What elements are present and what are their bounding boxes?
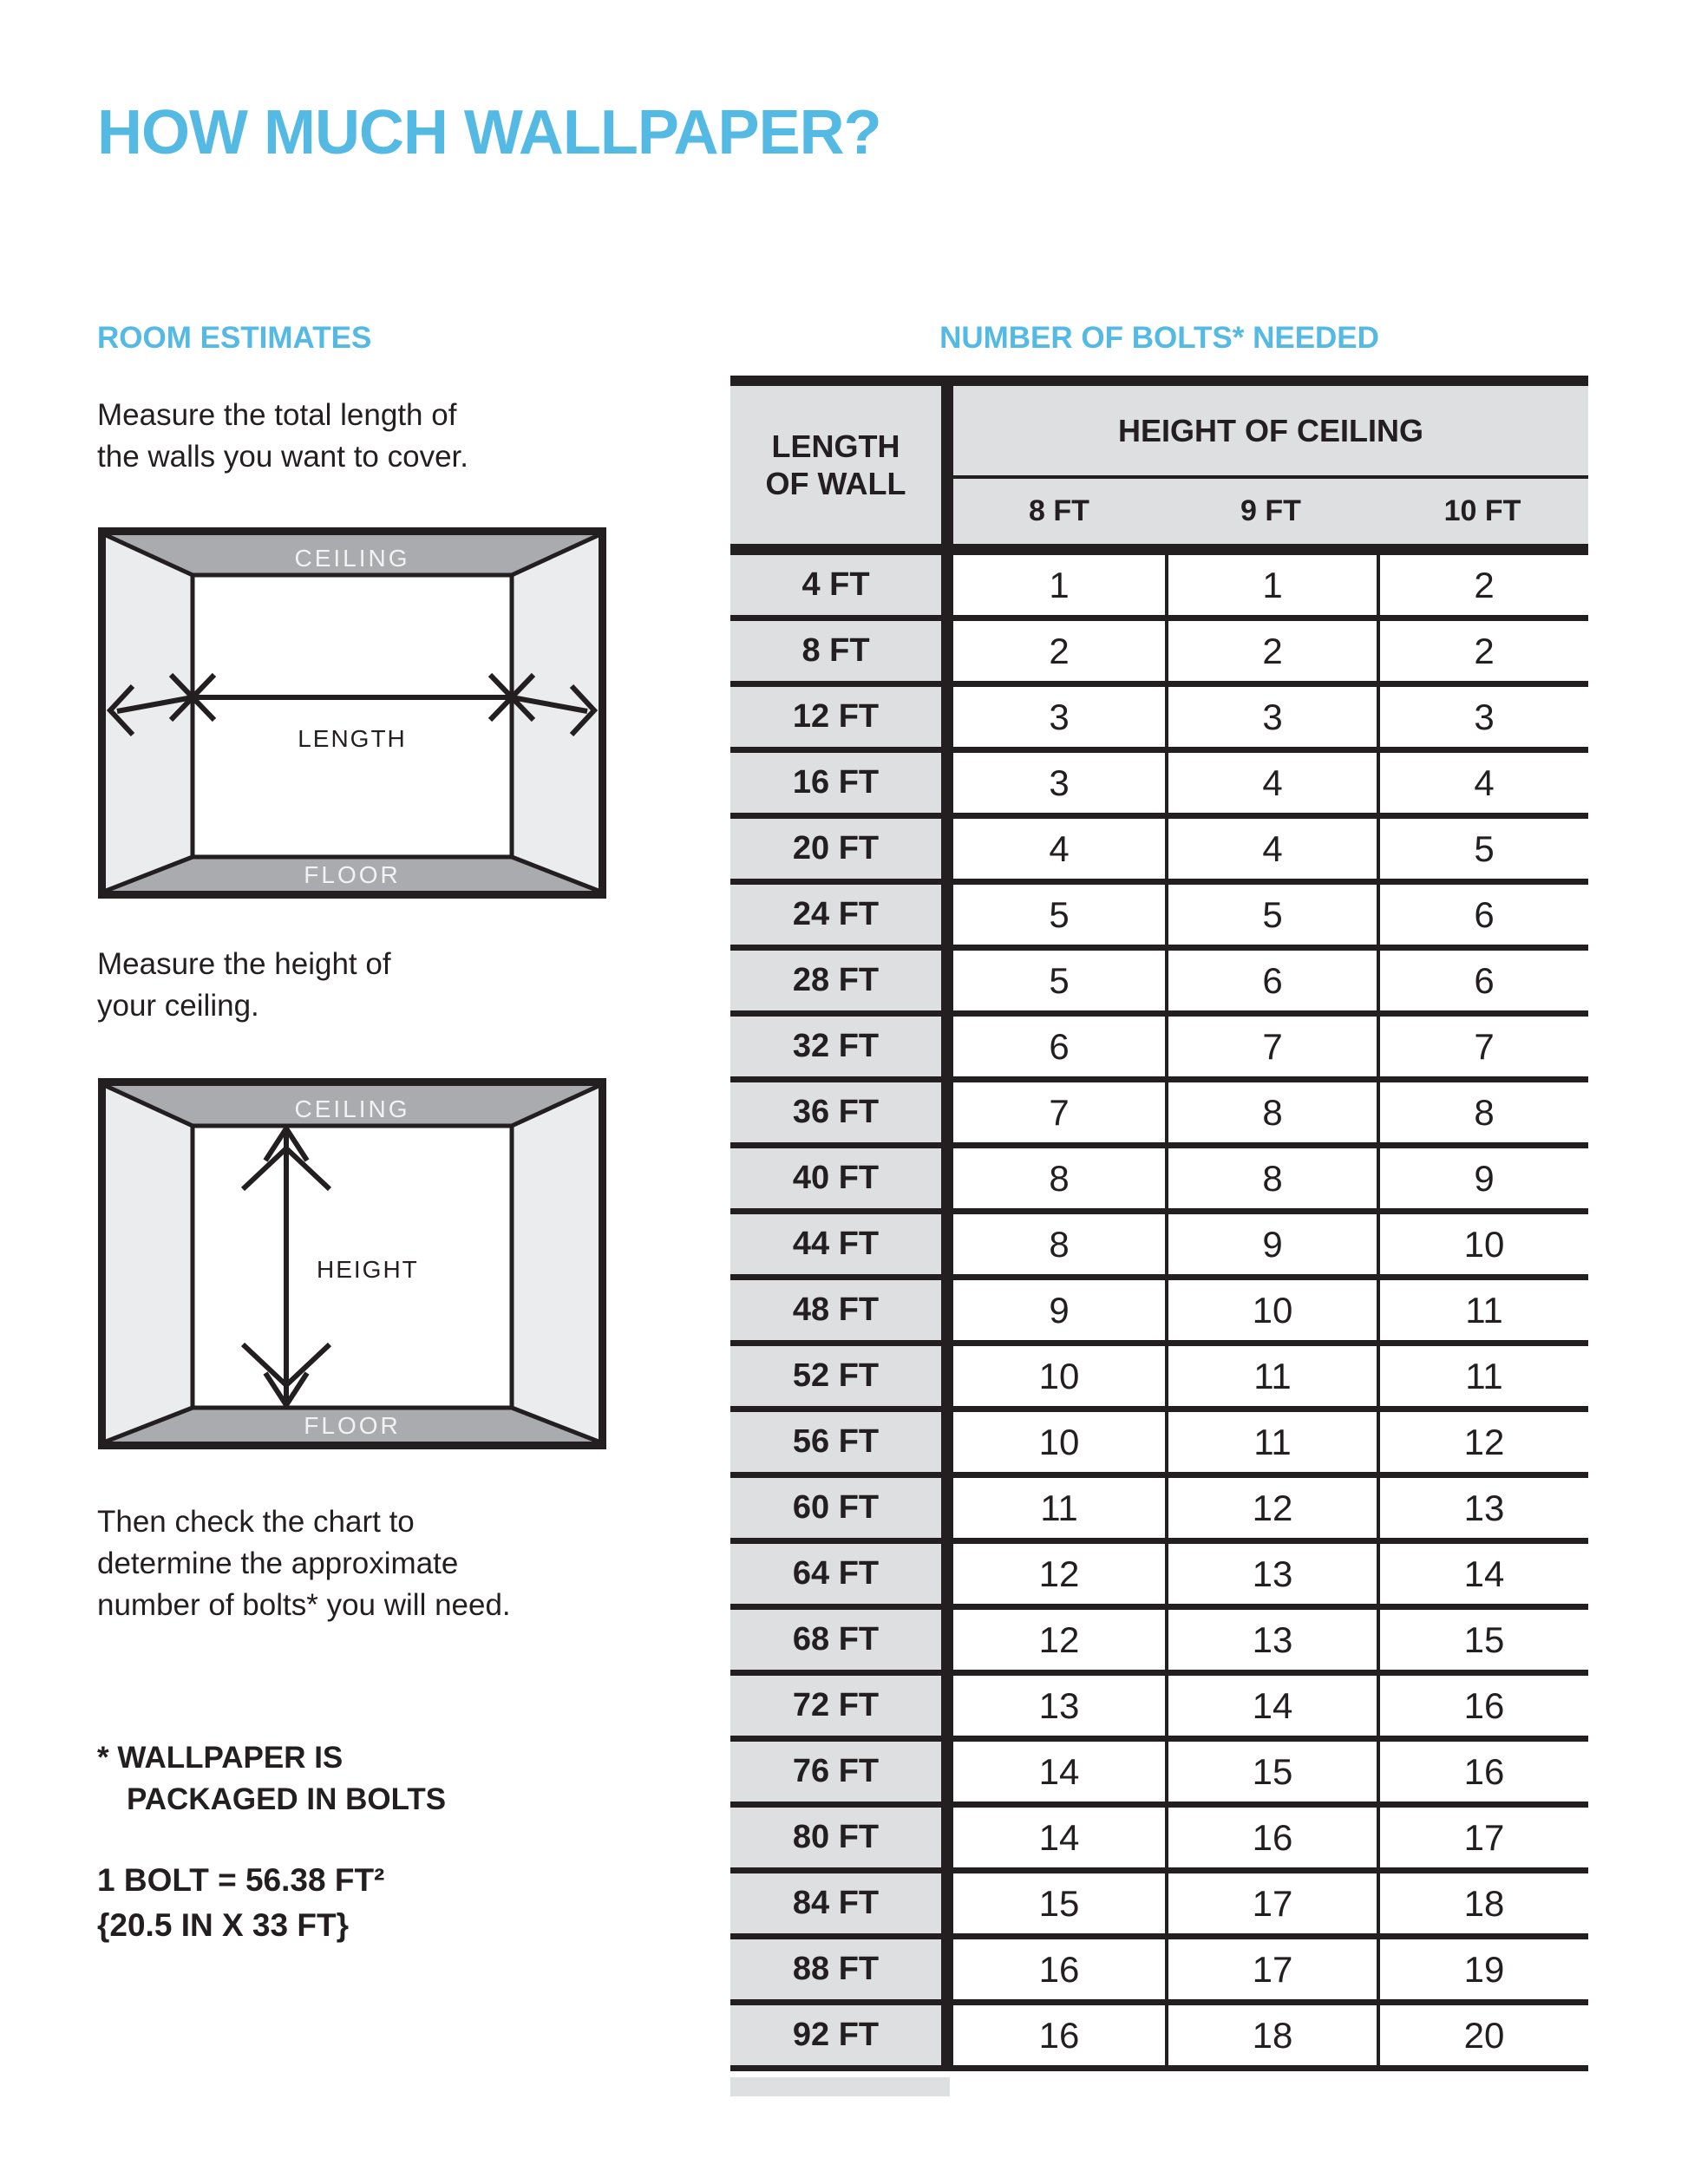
instruction-step-2-line-2: your ceiling. xyxy=(97,989,259,1023)
length-label: LENGTH xyxy=(298,725,407,752)
row-vertical-divider xyxy=(941,1082,953,1142)
bolts-10ft-cell: 13 xyxy=(1377,1478,1588,1538)
bolts-9ft-cell: 8 xyxy=(1165,1082,1377,1142)
bolts-10ft-cell: 10 xyxy=(1377,1214,1588,1274)
row-vertical-divider xyxy=(941,1478,953,1538)
bolts-9ft-cell: 17 xyxy=(1165,1939,1377,1999)
table-row xyxy=(730,1082,1588,1148)
row-vertical-divider xyxy=(941,1610,953,1670)
table-row xyxy=(730,885,1588,951)
ceiling-height-diagram-svg xyxy=(98,1078,606,1449)
wall-length-cell: 12 FT xyxy=(730,687,941,747)
table-row xyxy=(730,2005,1588,2071)
bolts-9ft-cell: 13 xyxy=(1165,1544,1377,1604)
row-vertical-divider xyxy=(941,1214,953,1274)
row-vertical-divider xyxy=(941,1280,953,1340)
wall-length-cell: 24 FT xyxy=(730,885,941,945)
height-of-ceiling-header xyxy=(953,386,1588,544)
bolts-10ft-cell: 19 xyxy=(1377,1939,1588,1999)
bolts-9ft-cell: 1 xyxy=(1165,555,1377,615)
wall-length-cell: 56 FT xyxy=(730,1412,941,1472)
bolts-10ft-cell: 8 xyxy=(1377,1082,1588,1142)
bolts-9ft-cell: 5 xyxy=(1165,885,1377,945)
bolts-8ft-cell: 16 xyxy=(953,2005,1165,2065)
bolts-10ft-cell: 6 xyxy=(1377,885,1588,945)
bolts-9ft-cell: 7 xyxy=(1165,1017,1377,1076)
row-vertical-divider xyxy=(941,687,953,747)
bolts-10ft-cell: 2 xyxy=(1377,555,1588,615)
row-vertical-divider xyxy=(941,951,953,1010)
room-length-diagram xyxy=(98,527,606,899)
table-row xyxy=(730,951,1588,1017)
bolt-spec-line-1: 1 BOLT = 56.38 FT² xyxy=(97,1862,385,1898)
bolts-9ft-cell: 15 xyxy=(1165,1742,1377,1801)
height-label: HEIGHT xyxy=(317,1256,419,1283)
bolts-10ft-cell: 3 xyxy=(1377,687,1588,747)
bolts-9ft-cell: 8 xyxy=(1165,1148,1377,1208)
bolts-8ft-cell: 15 xyxy=(953,1873,1165,1933)
wall-length-cell: 8 FT xyxy=(730,621,941,681)
wall-length-cell: 60 FT xyxy=(730,1478,941,1538)
bolts-9ft-cell: 11 xyxy=(1165,1346,1377,1406)
bolts-8ft-cell: 5 xyxy=(953,951,1165,1010)
instruction-step-1-line-2: the walls you want to cover. xyxy=(97,440,468,474)
ceiling-label: CEILING xyxy=(294,545,410,572)
header-vertical-divider xyxy=(941,386,953,544)
table-row xyxy=(730,555,1588,621)
ceiling-height-diagram xyxy=(98,1078,606,1449)
wall-length-cell: 52 FT xyxy=(730,1346,941,1406)
bolts-10ft-cell: 9 xyxy=(1377,1148,1588,1208)
floor-label: FLOOR xyxy=(304,861,401,888)
bolts-footnote-line-1: * WALLPAPER IS xyxy=(97,1741,343,1775)
wall-length-cell: 88 FT xyxy=(730,1939,941,1999)
table-row xyxy=(730,1808,1588,1873)
table-row xyxy=(730,1148,1588,1214)
row-vertical-divider xyxy=(941,1412,953,1472)
column-header-8ft: 8 FT xyxy=(1029,494,1089,527)
table-row xyxy=(730,1544,1588,1610)
row-vertical-divider xyxy=(941,819,953,879)
bolts-8ft-cell: 10 xyxy=(953,1346,1165,1406)
bolts-9ft-cell: 12 xyxy=(1165,1478,1377,1538)
bolts-10ft-cell: 14 xyxy=(1377,1544,1588,1604)
bolts-8ft-cell: 3 xyxy=(953,753,1165,813)
wall-length-cell: 64 FT xyxy=(730,1544,941,1604)
bolts-8ft-cell: 4 xyxy=(953,819,1165,879)
bolts-9ft-cell: 18 xyxy=(1165,2005,1377,2065)
bolts-10ft-cell: 20 xyxy=(1377,2005,1588,2065)
section-heading-room-estimates: ROOM ESTIMATES xyxy=(97,321,372,355)
bolts-8ft-cell: 5 xyxy=(953,885,1165,945)
bolts-9ft-cell: 13 xyxy=(1165,1610,1377,1670)
bolts-8ft-cell: 12 xyxy=(953,1544,1165,1604)
wall-length-cell: 4 FT xyxy=(730,555,941,615)
bolts-9ft-cell: 10 xyxy=(1165,1280,1377,1340)
room-length-diagram-svg xyxy=(98,527,606,899)
bolts-9ft-cell: 4 xyxy=(1165,819,1377,879)
instruction-step-3-line-2: determine the approximate xyxy=(97,1546,459,1580)
table-row xyxy=(730,1676,1588,1742)
wall-length-cell: 76 FT xyxy=(730,1742,941,1801)
wall-length-cell: 16 FT xyxy=(730,753,941,813)
bolts-8ft-cell: 10 xyxy=(953,1412,1165,1472)
row-vertical-divider xyxy=(941,2005,953,2065)
bolts-10ft-cell: 7 xyxy=(1377,1017,1588,1076)
table-row xyxy=(730,1939,1588,2005)
row-vertical-divider xyxy=(941,1808,953,1867)
bolts-9ft-cell: 9 xyxy=(1165,1214,1377,1274)
left-wall-surface xyxy=(106,1086,193,1442)
bolts-9ft-cell: 14 xyxy=(1165,1676,1377,1736)
bolts-table-header xyxy=(730,376,1588,555)
table-row xyxy=(730,1017,1588,1082)
column-header-10ft: 10 FT xyxy=(1443,494,1521,527)
wall-length-cell: 68 FT xyxy=(730,1610,941,1670)
table-row xyxy=(730,819,1588,885)
table-gray-tail xyxy=(730,2077,950,2096)
bolts-9ft-cell: 17 xyxy=(1165,1873,1377,1933)
column-group-header: HEIGHT OF CEILING xyxy=(1117,412,1423,448)
table-row xyxy=(730,1742,1588,1808)
bolts-10ft-cell: 11 xyxy=(1377,1280,1588,1340)
row-vertical-divider xyxy=(941,555,953,615)
ceiling-height-columns xyxy=(953,479,1588,544)
row-vertical-divider xyxy=(941,1346,953,1406)
bolts-9ft-cell: 16 xyxy=(1165,1808,1377,1867)
bolts-8ft-cell: 8 xyxy=(953,1214,1165,1274)
bolts-10ft-cell: 11 xyxy=(1377,1346,1588,1406)
bolts-9ft-cell: 3 xyxy=(1165,687,1377,747)
table-row xyxy=(730,621,1588,687)
row-vertical-divider xyxy=(941,1544,953,1604)
row-vertical-divider xyxy=(941,885,953,945)
bolts-9ft-cell: 6 xyxy=(1165,951,1377,1010)
column-header-length-line-1: LENGTH xyxy=(771,428,900,464)
floor-label: FLOOR xyxy=(304,1412,401,1439)
wall-length-cell: 72 FT xyxy=(730,1676,941,1736)
bolts-8ft-cell: 6 xyxy=(953,1017,1165,1076)
table-row xyxy=(730,1412,1588,1478)
wall-length-cell: 92 FT xyxy=(730,2005,941,2065)
bolts-8ft-cell: 16 xyxy=(953,1939,1165,1999)
right-wall-surface xyxy=(512,1086,599,1442)
wall-length-cell: 20 FT xyxy=(730,819,941,879)
bolts-10ft-cell: 17 xyxy=(1377,1808,1588,1867)
bolts-8ft-cell: 9 xyxy=(953,1280,1165,1340)
bolts-footnote-line-2: PACKAGED IN BOLTS xyxy=(127,1782,447,1816)
bolts-10ft-cell: 18 xyxy=(1377,1873,1588,1933)
bolts-10ft-cell: 2 xyxy=(1377,621,1588,681)
section-heading-bolts-needed: NUMBER OF BOLTS* NEEDED xyxy=(939,321,1379,355)
bolts-8ft-cell: 2 xyxy=(953,621,1165,681)
table-row xyxy=(730,1214,1588,1280)
table-row xyxy=(730,687,1588,753)
bolts-8ft-cell: 14 xyxy=(953,1808,1165,1867)
instruction-step-1-line-1: Measure the total length of xyxy=(97,398,457,432)
bolts-10ft-cell: 5 xyxy=(1377,819,1588,879)
table-row xyxy=(730,1610,1588,1676)
bolts-10ft-cell: 12 xyxy=(1377,1412,1588,1472)
wall-length-cell: 28 FT xyxy=(730,951,941,1010)
bolts-8ft-cell: 3 xyxy=(953,687,1165,747)
instruction-step-3-line-3: number of bolts* you will need. xyxy=(97,1588,511,1622)
bolts-10ft-cell: 16 xyxy=(1377,1676,1588,1736)
table-row xyxy=(730,1478,1588,1544)
bolts-8ft-cell: 1 xyxy=(953,555,1165,615)
bolts-8ft-cell: 13 xyxy=(953,1676,1165,1736)
row-vertical-divider xyxy=(941,753,953,813)
row-vertical-divider xyxy=(941,1873,953,1933)
row-vertical-divider xyxy=(941,1742,953,1801)
bolts-10ft-cell: 15 xyxy=(1377,1610,1588,1670)
instruction-step-3-line-1: Then check the chart to xyxy=(97,1505,415,1539)
bolts-9ft-cell: 2 xyxy=(1165,621,1377,681)
wall-length-cell: 40 FT xyxy=(730,1148,941,1208)
row-vertical-divider xyxy=(941,621,953,681)
table-row xyxy=(730,753,1588,819)
bolts-10ft-cell: 6 xyxy=(1377,951,1588,1010)
bolts-10ft-cell: 16 xyxy=(1377,1742,1588,1801)
bolts-8ft-cell: 7 xyxy=(953,1082,1165,1142)
bolts-8ft-cell: 11 xyxy=(953,1478,1165,1538)
wall-length-cell: 44 FT xyxy=(730,1214,941,1274)
wall-length-cell: 36 FT xyxy=(730,1082,941,1142)
column-header-length-of-wall xyxy=(730,386,941,544)
bolts-table-body xyxy=(730,555,1588,2071)
bolts-footnote xyxy=(97,1737,446,1821)
bolts-9ft-cell: 4 xyxy=(1165,753,1377,813)
wall-length-cell: 32 FT xyxy=(730,1017,941,1076)
row-vertical-divider xyxy=(941,1939,953,1999)
column-header-9ft: 9 FT xyxy=(1240,494,1301,527)
column-header-length-line-2: OF WALL xyxy=(765,466,906,501)
instruction-step-1 xyxy=(97,395,468,478)
table-row xyxy=(730,1346,1588,1412)
page-title: HOW MUCH WALLPAPER? xyxy=(97,98,881,167)
bolt-spec-line-2: {20.5 IN X 33 FT} xyxy=(97,1907,349,1943)
row-vertical-divider xyxy=(941,1148,953,1208)
wall-length-cell: 84 FT xyxy=(730,1873,941,1933)
row-vertical-divider xyxy=(941,1017,953,1076)
bolts-8ft-cell: 12 xyxy=(953,1610,1165,1670)
bolt-spec xyxy=(97,1858,384,1948)
bolts-8ft-cell: 14 xyxy=(953,1742,1165,1801)
ceiling-label: CEILING xyxy=(294,1095,410,1122)
wall-length-cell: 48 FT xyxy=(730,1280,941,1340)
back-wall xyxy=(193,575,512,857)
bolts-table xyxy=(730,376,1588,2071)
bolts-10ft-cell: 4 xyxy=(1377,753,1588,813)
instruction-step-2 xyxy=(97,944,391,1027)
table-row xyxy=(730,1280,1588,1346)
row-vertical-divider xyxy=(941,1676,953,1736)
instruction-step-3 xyxy=(97,1501,511,1626)
table-row xyxy=(730,1873,1588,1939)
wall-length-cell: 80 FT xyxy=(730,1808,941,1867)
instruction-step-2-line-1: Measure the height of xyxy=(97,947,391,981)
bolts-8ft-cell: 8 xyxy=(953,1148,1165,1208)
bolts-9ft-cell: 11 xyxy=(1165,1412,1377,1472)
